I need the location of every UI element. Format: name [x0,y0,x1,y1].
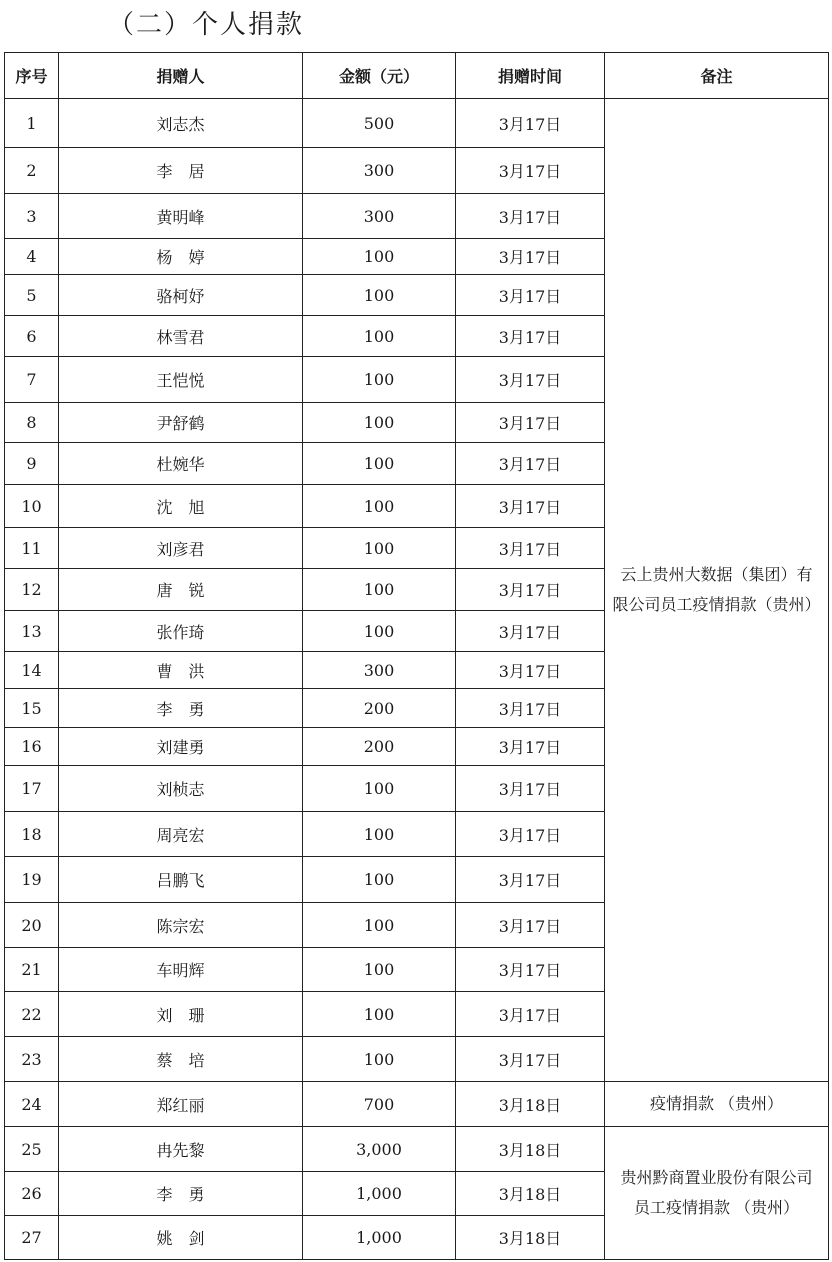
cell-amount: 100 [303,275,456,316]
cell-donor: 唐 锐 [59,569,303,611]
cell-donor: 黄明峰 [59,194,303,239]
cell-seq: 13 [5,611,59,652]
cell-donor: 曹 洪 [59,652,303,689]
note-line: 员工疫情捐款 （贵州） [633,1198,800,1217]
cell-donor: 周亮宏 [59,812,303,857]
cell-seq: 3 [5,194,59,239]
cell-date: 3月17日 [456,403,605,443]
cell-donor: 李 居 [59,148,303,194]
cell-date: 3月18日 [456,1127,605,1172]
cell-seq: 19 [5,857,59,903]
cell-seq: 23 [5,1037,59,1082]
cell-seq: 15 [5,689,59,728]
cell-seq: 14 [5,652,59,689]
cell-amount: 1,000 [303,1216,456,1260]
table-row [5,1127,829,1172]
cell-seq: 11 [5,528,59,569]
cell-amount: 100 [303,992,456,1037]
cell-amount: 300 [303,148,456,194]
cell-seq: 20 [5,903,59,948]
cell-amount: 100 [303,812,456,857]
cell-amount: 100 [303,903,456,948]
cell-donor: 尹舒鹤 [59,403,303,443]
note-line: 限公司员工疫情捐款（贵州） [612,595,821,614]
cell-donor: 李 勇 [59,689,303,728]
cell-date: 3月17日 [456,948,605,992]
cell-donor: 冉先黎 [59,1127,303,1172]
cell-donor: 杜婉华 [59,443,303,485]
cell-date: 3月17日 [456,728,605,766]
cell-donor: 蔡 培 [59,1037,303,1082]
cell-date: 3月17日 [456,275,605,316]
cell-date: 3月17日 [456,903,605,948]
cell-date: 3月17日 [456,316,605,357]
cell-seq: 18 [5,812,59,857]
cell-donor: 车明辉 [59,948,303,992]
cell-seq: 2 [5,148,59,194]
cell-seq: 5 [5,275,59,316]
cell-donor: 李 勇 [59,1172,303,1216]
section-heading: （二）个人捐款 [108,10,305,40]
cell-donor: 林雪君 [59,316,303,357]
note-cell-group3 [605,1127,829,1260]
cell-seq: 22 [5,992,59,1037]
cell-amount: 300 [303,194,456,239]
cell-donor: 张作琦 [59,611,303,652]
cell-date: 3月18日 [456,1172,605,1216]
cell-amount: 100 [303,485,456,528]
cell-date: 3月17日 [456,239,605,275]
cell-donor: 郑红丽 [59,1082,303,1127]
cell-amount: 100 [303,239,456,275]
cell-date: 3月17日 [456,652,605,689]
cell-date: 3月17日 [456,148,605,194]
cell-date: 3月17日 [456,689,605,728]
cell-donor: 姚 剑 [59,1216,303,1260]
cell-seq: 12 [5,569,59,611]
cell-donor: 王恺悦 [59,357,303,403]
cell-seq: 27 [5,1216,59,1260]
header-note: 备注 [605,53,829,99]
cell-donor: 陈宗宏 [59,903,303,948]
cell-seq: 17 [5,766,59,812]
cell-amount: 100 [303,403,456,443]
cell-seq: 9 [5,443,59,485]
cell-date: 3月17日 [456,611,605,652]
cell-amount: 100 [303,766,456,812]
cell-donor: 刘建勇 [59,728,303,766]
cell-amount: 300 [303,652,456,689]
cell-amount: 100 [303,528,456,569]
cell-seq: 7 [5,357,59,403]
cell-date: 3月17日 [456,194,605,239]
cell-amount: 100 [303,443,456,485]
cell-date: 3月17日 [456,812,605,857]
cell-donor: 吕鹏飞 [59,857,303,903]
cell-donor: 骆柯妤 [59,275,303,316]
cell-amount: 100 [303,857,456,903]
cell-seq: 10 [5,485,59,528]
cell-seq: 16 [5,728,59,766]
note-line: 云上贵州大数据（集团）有 [620,565,813,584]
note-cell-group2: 疫情捐款 （贵州） [605,1082,829,1127]
cell-amount: 100 [303,948,456,992]
header-seq: 序号 [5,53,59,99]
cell-date: 3月17日 [456,99,605,148]
cell-amount: 200 [303,728,456,766]
cell-seq: 25 [5,1127,59,1172]
cell-date: 3月17日 [456,569,605,611]
cell-seq: 21 [5,948,59,992]
cell-date: 3月17日 [456,992,605,1037]
table-row [5,1082,829,1127]
cell-amount: 1,000 [303,1172,456,1216]
cell-donor: 沈 旭 [59,485,303,528]
cell-amount: 3,000 [303,1127,456,1172]
cell-amount: 500 [303,99,456,148]
cell-date: 3月17日 [456,485,605,528]
cell-amount: 100 [303,611,456,652]
cell-seq: 24 [5,1082,59,1127]
cell-donor: 刘彦君 [59,528,303,569]
cell-seq: 1 [5,99,59,148]
cell-date: 3月17日 [456,857,605,903]
cell-date: 3月17日 [456,1037,605,1082]
donation-table [4,52,829,1260]
header-amount: 金额（元） [303,53,456,99]
note-cell-group1 [605,99,829,1082]
note-line: 贵州黔商置业股份有限公司 [620,1168,813,1187]
cell-seq: 26 [5,1172,59,1216]
cell-donor: 杨 婷 [59,239,303,275]
table-row [5,99,829,148]
header-donor: 捐赠人 [59,53,303,99]
cell-date: 3月17日 [456,766,605,812]
cell-seq: 4 [5,239,59,275]
cell-date: 3月17日 [456,443,605,485]
cell-amount: 700 [303,1082,456,1127]
cell-donor: 刘桢志 [59,766,303,812]
cell-date: 3月18日 [456,1082,605,1127]
cell-seq: 6 [5,316,59,357]
cell-date: 3月18日 [456,1216,605,1260]
header-date: 捐赠时间 [456,53,605,99]
cell-donor: 刘志杰 [59,99,303,148]
cell-date: 3月17日 [456,357,605,403]
cell-seq: 8 [5,403,59,443]
cell-date: 3月17日 [456,528,605,569]
table-header-row [5,53,829,99]
cell-donor: 刘 珊 [59,992,303,1037]
cell-amount: 100 [303,357,456,403]
cell-amount: 200 [303,689,456,728]
cell-amount: 100 [303,316,456,357]
cell-amount: 100 [303,569,456,611]
cell-amount: 100 [303,1037,456,1082]
